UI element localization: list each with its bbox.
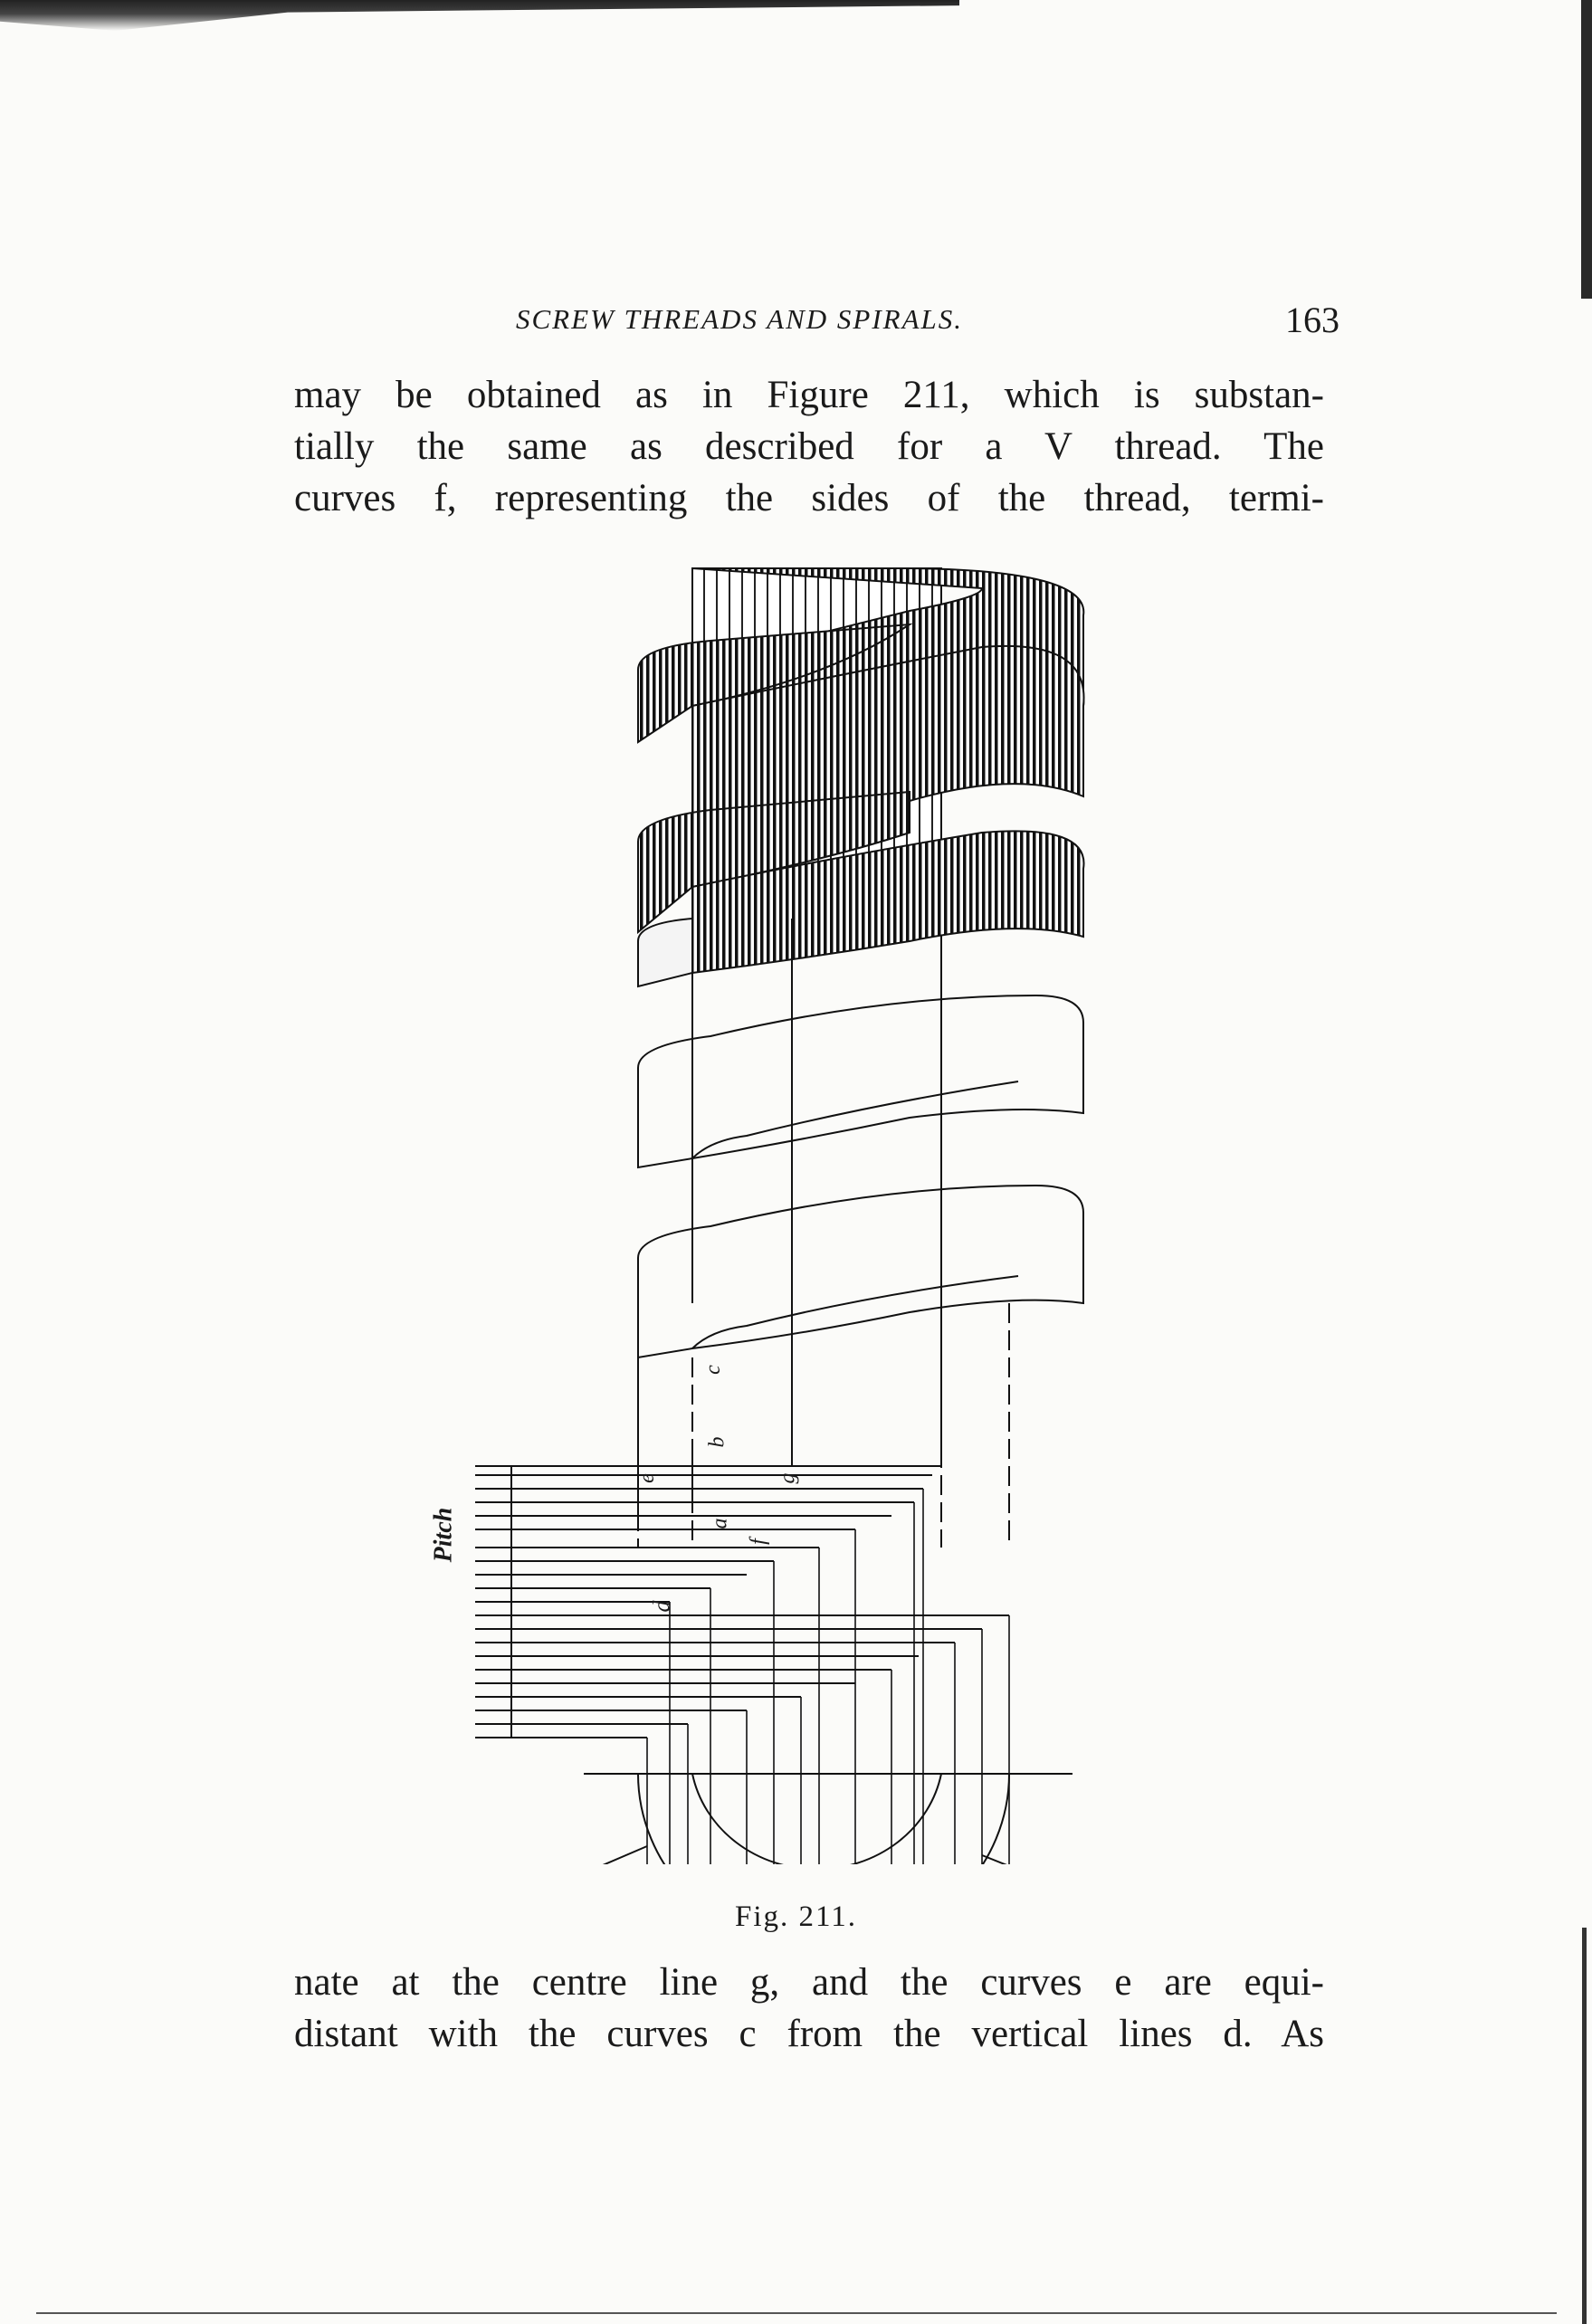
page-header <box>516 299 1339 344</box>
screw-thread-drawing <box>475 561 1136 1864</box>
label-g: g <box>776 1472 800 1484</box>
text-line: nate at the centre line g, and the curves e are equi- <box>294 1961 1324 2004</box>
label-e: e <box>634 1473 659 1483</box>
scan-edge-right-lower <box>1582 1928 1587 2324</box>
scan-edge-bottom <box>36 2312 1557 2314</box>
end-view-circles <box>584 1774 1072 1864</box>
page-number: 163 <box>1285 300 1339 340</box>
pitch-projection-lines <box>475 1466 1009 1738</box>
paragraph-1 <box>294 369 1324 524</box>
text-line: tially the same as described for a V thread. The <box>294 425 1324 468</box>
vertical-drop-lines <box>647 1489 1009 1864</box>
label-b: b <box>705 1436 729 1448</box>
running-title: SCREW THREADS AND SPIRALS. <box>516 303 964 335</box>
figure-211 <box>429 561 1136 1864</box>
label-a: a <box>708 1518 732 1529</box>
paragraph-2 <box>294 1957 1324 2060</box>
scan-edge-top <box>0 0 959 31</box>
figure-caption: Fig. 211. <box>734 1900 858 1933</box>
label-f: f <box>746 1538 770 1545</box>
label-c: c <box>701 1365 725 1375</box>
thread-lower-outline <box>638 995 1083 1511</box>
text-line: curves f, representing the sides of the thread, termi- <box>294 477 1324 519</box>
label-d: d <box>648 1600 675 1613</box>
text-line: distant with the curves c from the vertical lines d. As <box>294 2013 1324 2055</box>
scan-edge-right <box>1581 0 1592 299</box>
text-line: may be obtained as in Figure 211, which is substan- <box>294 374 1324 416</box>
label-pitch: Pitch <box>429 1507 458 1563</box>
vertical-lines-d <box>638 1303 1009 1548</box>
